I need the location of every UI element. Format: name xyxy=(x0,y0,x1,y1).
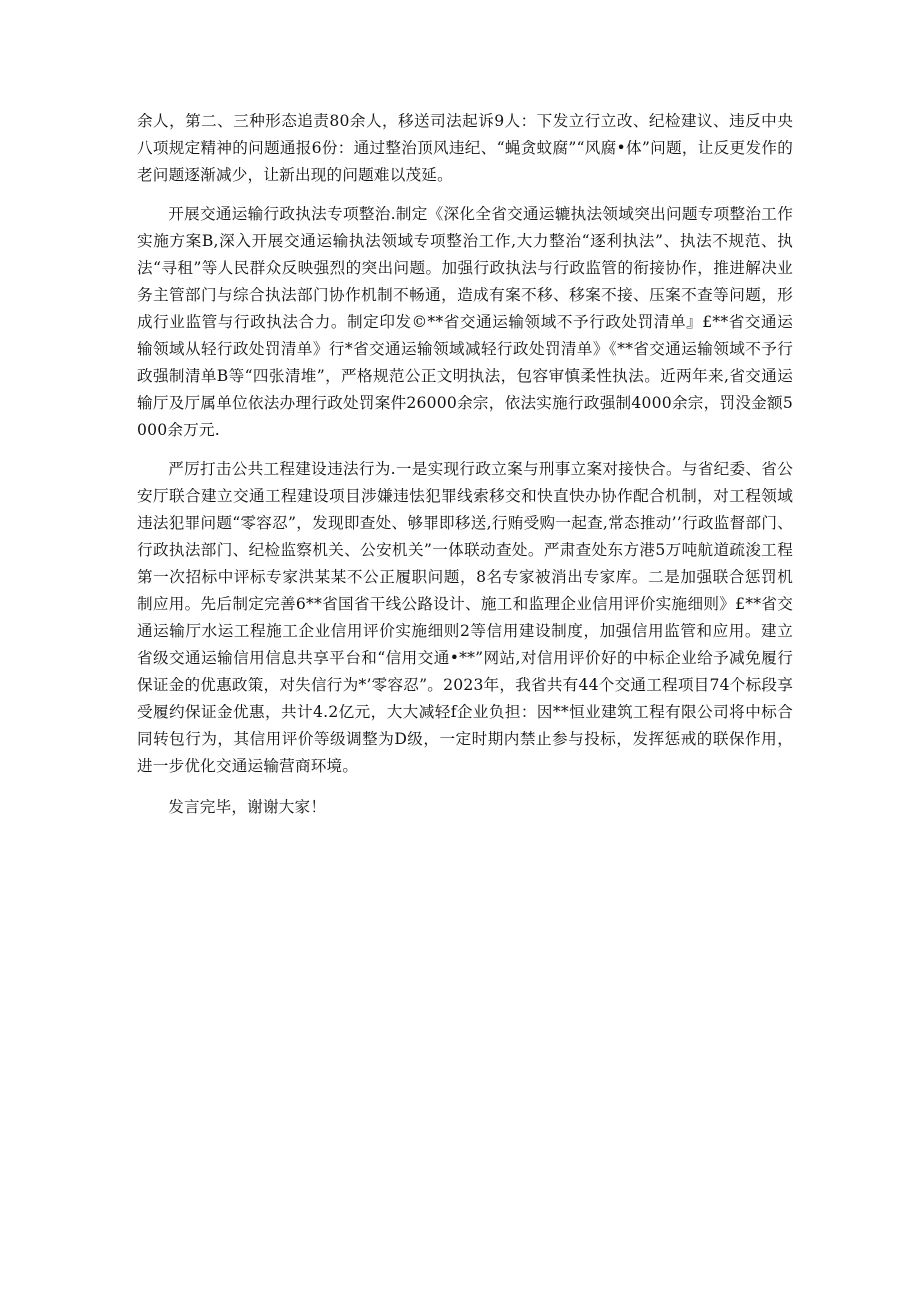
paragraph-enforcement-rectification: 开展交通运输行政执法专项整治.制定《深化全省交通运辘执法领域突出问题专项整治工作实施方案B,深入开展交通运输执法领域专项整治工作,大力整治“逐利执法”、执法不规范、执法“寻租”等人民群众反映强烈的突出问题。加强行政执法与行政监管的衔接协作，推进解决业务主管部门与综合执法部门协作机制不畅通，造成有案不移、移案不接、压案不查等问题，形成行业监管与行政执法合力。制定印发©**省交通运输领域不予行政处罚清单』£**省交通运输领域从轻行政处罚清单》行*省交通运输领域减轻行政处罚清单》《**省交通运输领域不予行政强制清单B等“四张清堆”，严格规范公正文明执法，包容审慎柔性执法。近两年来,省交通运输厅及厅属单位依法办理行政处罚案件26000余宗，依法实施行政强制4000余宗，罚没金额5000余万元. xyxy=(137,205,793,439)
paragraph-continuation: 余人，第二、三种形态追责80余人，移送司法起诉9人：下发立行立改、纪检建议、违反中央八项规定精神的问题通报6份：通过整治顶风违纪、“蝇贪蚊腐”“风腐•体”问题，让反更发作的老问题逐渐减少，让新出现的问题难以茂延。 xyxy=(137,112,793,184)
paragraph-closing-remarks: 发言完毕，谢谢大家！ xyxy=(168,798,327,816)
paragraph-public-works-crackdown: 严厉打击公共工程建设违法行为.一是实现行政立案与刑事立案对接快合。与省纪委、省公安厅联合建立交通工程建设项目涉嫌违怯犯罪线索移交和快直快办协作配合机制，对工程领域违法犯罪问题“零容忍”，发现即查处、够罪即移送,行贿受购一起查,常态推动’’行政监督部门、行政执法部门、纪检监察机关、公安机关”一体联动查处。严肃查处东方港5万吨航道疏浚工程第一次招标中评标专家洪某某不公正履职问题，8名专家被消出专家库。二是加强联合惩罚机制应用。先后制定完善6**省国省干线公路设计、施工和监理企业信用评价实施细则》£**省交通运输厅水运工程施工企业信用评价实施细则2等信用建设制度，加强信用监管和应用。建立省级交通运输信用信息共享平台和“信用交通•**”网站,对信用评价好的中标企业给予减免履行保证金的优惠政策，对失信行为*’零容忍”。2023年，我省共有44个交通工程项目74个标段享受履约保证金优惠，共计4.2亿元，大大减轻f企业负担：因**恒业建筑工程有限公司将中标合同转包行为，其信用评价等级调整为D级，一定时期内禁止参与投标，发挥惩戒的联保作用，进一步优化交通运输营商环境。 xyxy=(137,460,793,775)
document-body xyxy=(137,108,793,833)
